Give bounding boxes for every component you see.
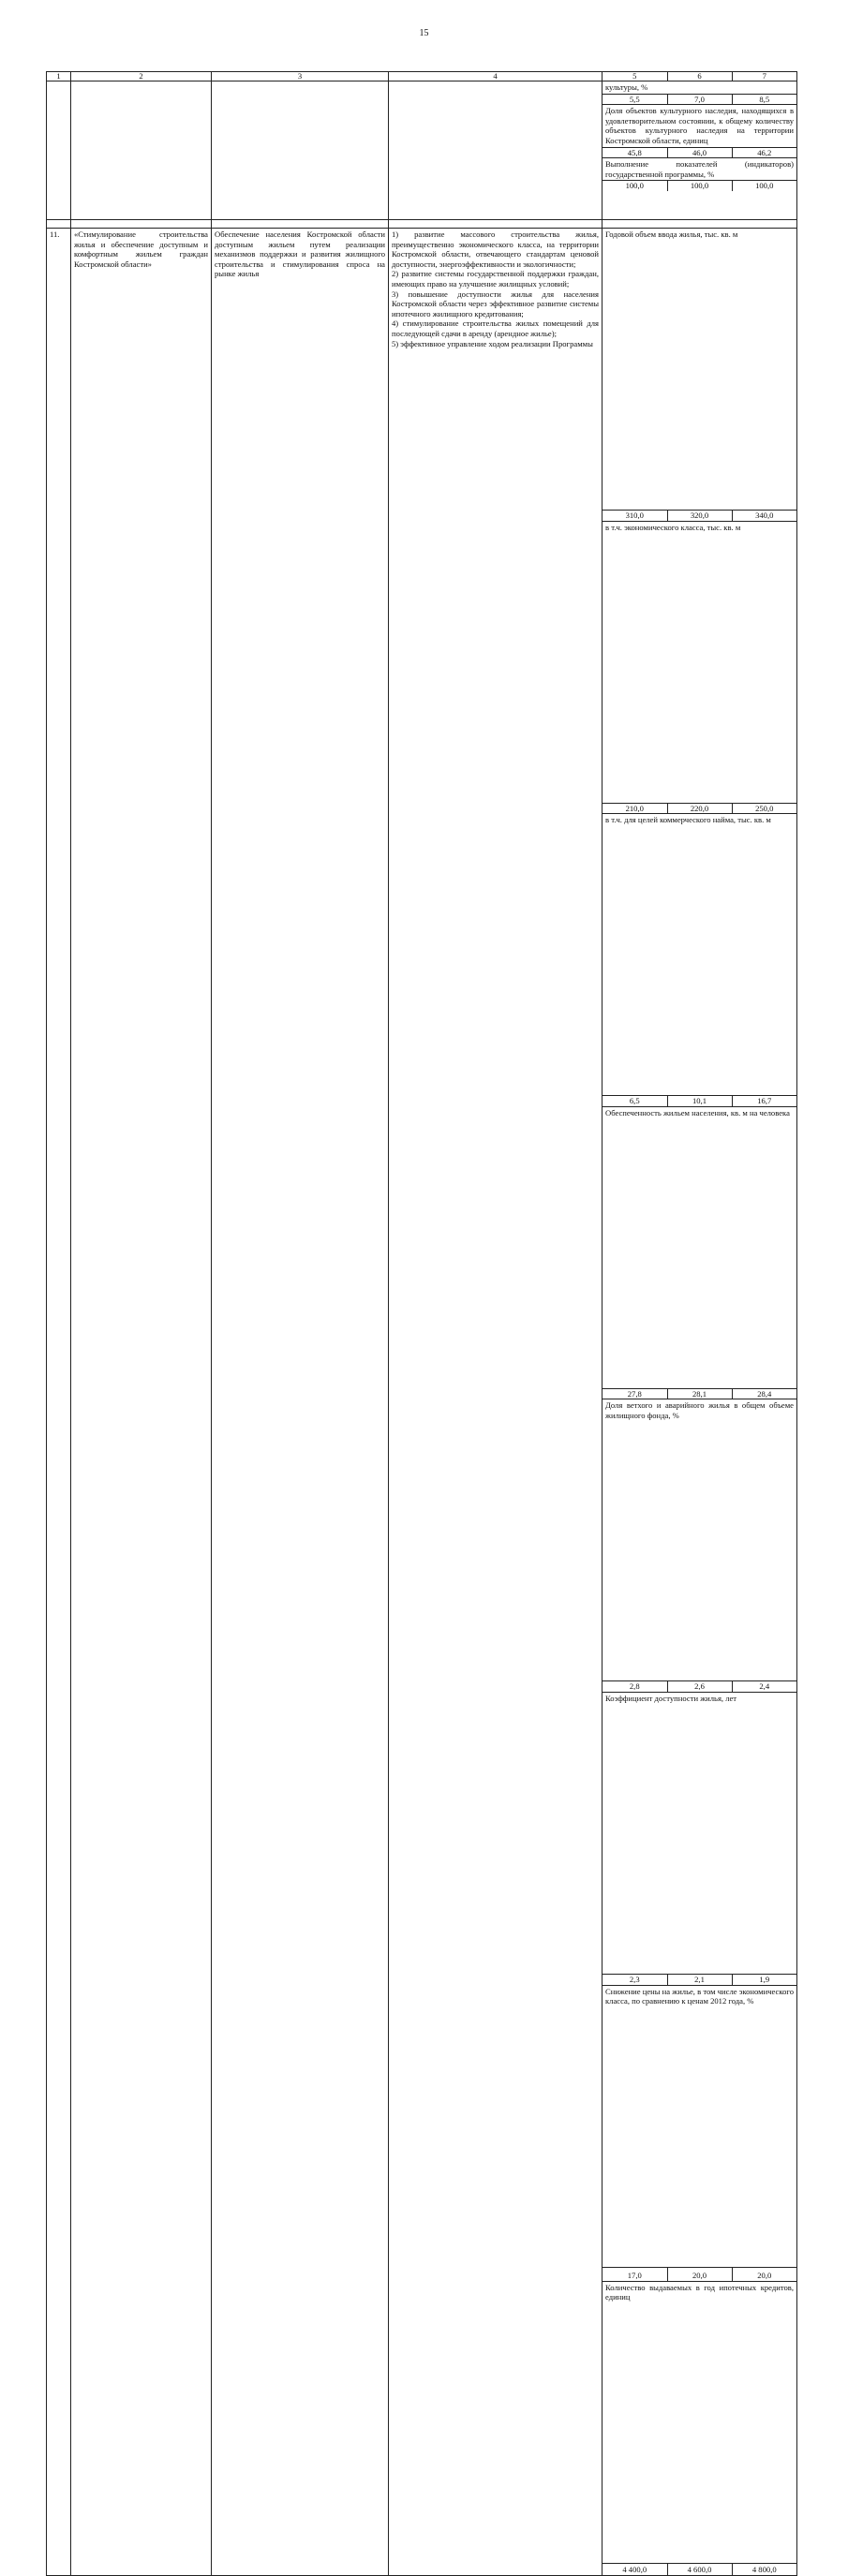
indicator-value: 27,8 <box>603 1388 667 1399</box>
indicator-text: Коэффициент доступности жилья, лет <box>603 1692 796 1974</box>
indicator-text: Выполнение показателей (индикаторов) государственной программы, % <box>603 158 796 181</box>
continuation-cell-2 <box>71 81 212 220</box>
task-item: 4) стимулирование строительства жилых помещений для последующей сдачи в аренду (арендное жилье); <box>392 318 599 338</box>
indicator-value: 340,0 <box>732 511 796 522</box>
indicator-value: 16,7 <box>732 1096 796 1107</box>
indicator-value: 2,8 <box>603 1681 667 1693</box>
continuation-cell-4 <box>389 81 603 220</box>
indicator-value: 6,5 <box>603 1096 667 1107</box>
indicator-value: 4 800,0 <box>751 2564 777 2574</box>
indicator-text: в т.ч. для целей коммерческого найма, тыс. кв. м <box>603 814 796 1096</box>
continuation-cell-1 <box>47 81 71 220</box>
indicator-value: 28,1 <box>667 1388 732 1399</box>
indicator-value: 4 400,0 <box>603 2563 667 2575</box>
indicator-value: 46,0 <box>667 147 732 158</box>
indicator-value: 250,0 <box>732 803 796 814</box>
task-item: 1) развитие массового строительства жилья, преимущественно экономического класса, на территории Костромской области, отвечающего стандартам ценовой доступности, энергоэффективности и экологичности; <box>392 229 599 269</box>
spacer-cell <box>212 220 389 229</box>
indicator-list <box>603 81 796 191</box>
indicator-value: 2,4 <box>732 1681 796 1693</box>
col-header-7: 7 <box>762 71 766 81</box>
indicator-text: культуры, % <box>603 81 796 94</box>
indicator-value: 20,0 <box>667 2267 732 2281</box>
indicator-value: 220,0 <box>667 803 732 814</box>
indicator-text: в т.ч. экономического класса, тыс. кв. м <box>603 521 796 803</box>
indicator-value: 8,5 <box>732 94 796 105</box>
task-item: 3) повышение доступности жилья для населения Костромской области через эффективное развитие системы ипотечного жилищного кредитования; <box>392 289 599 318</box>
row-number: 11. <box>47 229 71 2576</box>
col-header-6: 6 <box>667 72 732 81</box>
continuation-cell-3 <box>212 81 389 220</box>
indicator-value: 20,0 <box>732 2267 796 2281</box>
indicator-value: 2,6 <box>667 1681 732 1693</box>
spacer-cell <box>389 220 603 229</box>
program-tasks <box>389 229 603 2576</box>
col-header-2: 2 <box>71 72 212 81</box>
indicator-text: Снижение цены на жилье, в том числе экономического класса, по сравнению к ценам 2012 года, % <box>603 1985 796 2267</box>
indicator-value: 17,0 <box>603 2267 667 2281</box>
indicator-text: Доля объектов культурного наследия, находящихся в удовлетворительном состоянии, к общему количеству объектов культурного наследия на территории Костромской области, единиц <box>603 105 796 147</box>
indicator-value: 2,3 <box>603 1974 667 1985</box>
indicator-text: Количество выдаваемых в год ипотечных кредитов, единиц <box>603 2281 796 2563</box>
indicator-value: 10,1 <box>667 1096 732 1107</box>
continuation-indicators <box>603 81 797 220</box>
indicator-text: Годовой объем ввода жилья, тыс. кв. м <box>603 229 796 511</box>
indicator-value: 4 600,0 <box>667 2563 732 2575</box>
col-header-4: 4 <box>389 72 603 81</box>
indicator-value: 28,4 <box>732 1388 796 1399</box>
column-numbers-row <box>47 72 797 81</box>
indicator-value: 100,0 <box>755 181 774 191</box>
indicator-value: 2,1 <box>667 1974 732 1985</box>
program-indicators <box>603 229 797 2576</box>
col-header-1: 1 <box>47 72 71 81</box>
indicator-value: 45,8 <box>603 147 667 158</box>
indicator-value: 100,0 <box>603 181 667 191</box>
col-header-567 <box>603 72 797 81</box>
year-columns <box>603 72 796 81</box>
col-header-3: 3 <box>212 72 389 81</box>
indicator-value: 5,5 <box>603 94 667 105</box>
program-name: «Стимулирование строительства жилья и обеспечение доступным и комфортным жильем граждан Костромской области» <box>71 229 212 2576</box>
spacer-cell <box>47 220 71 229</box>
program-table <box>46 71 797 2576</box>
indicator-value: 1,9 <box>732 1974 796 1985</box>
task-item: 5) эффективное управление ходом реализации Программы <box>392 338 593 348</box>
indicator-text: Обеспеченность жильем населения, кв. м на человека <box>603 1106 796 1388</box>
indicator-list <box>603 229 796 2575</box>
spacer-cell <box>603 220 797 229</box>
indicator-value: 100,0 <box>667 181 732 191</box>
program-goal: Обеспечение населения Костромской области доступным жильем путем реализации механизмов поддержки и развития жилищного строительства и стимулирования спроса на рынке жилья <box>212 229 389 2576</box>
continuation-row <box>47 81 797 220</box>
program-row-11 <box>47 229 797 2576</box>
spacer-cell <box>71 220 212 229</box>
spacer-row <box>47 220 797 229</box>
indicator-value: 310,0 <box>603 511 667 522</box>
col-header-5: 5 <box>603 72 667 81</box>
indicator-value: 46,2 <box>732 147 796 158</box>
page-number: 15 <box>419 28 429 38</box>
indicator-text: Доля ветхого и аварийного жилья в общем объеме жилищного фонда, % <box>603 1399 796 1681</box>
indicator-value: 320,0 <box>667 511 732 522</box>
task-item: 2) развитие системы государственной поддержки граждан, имеющих право на улучшение жилищных условий; <box>392 269 599 289</box>
indicator-value: 7,0 <box>667 94 732 105</box>
indicator-value: 210,0 <box>603 803 667 814</box>
